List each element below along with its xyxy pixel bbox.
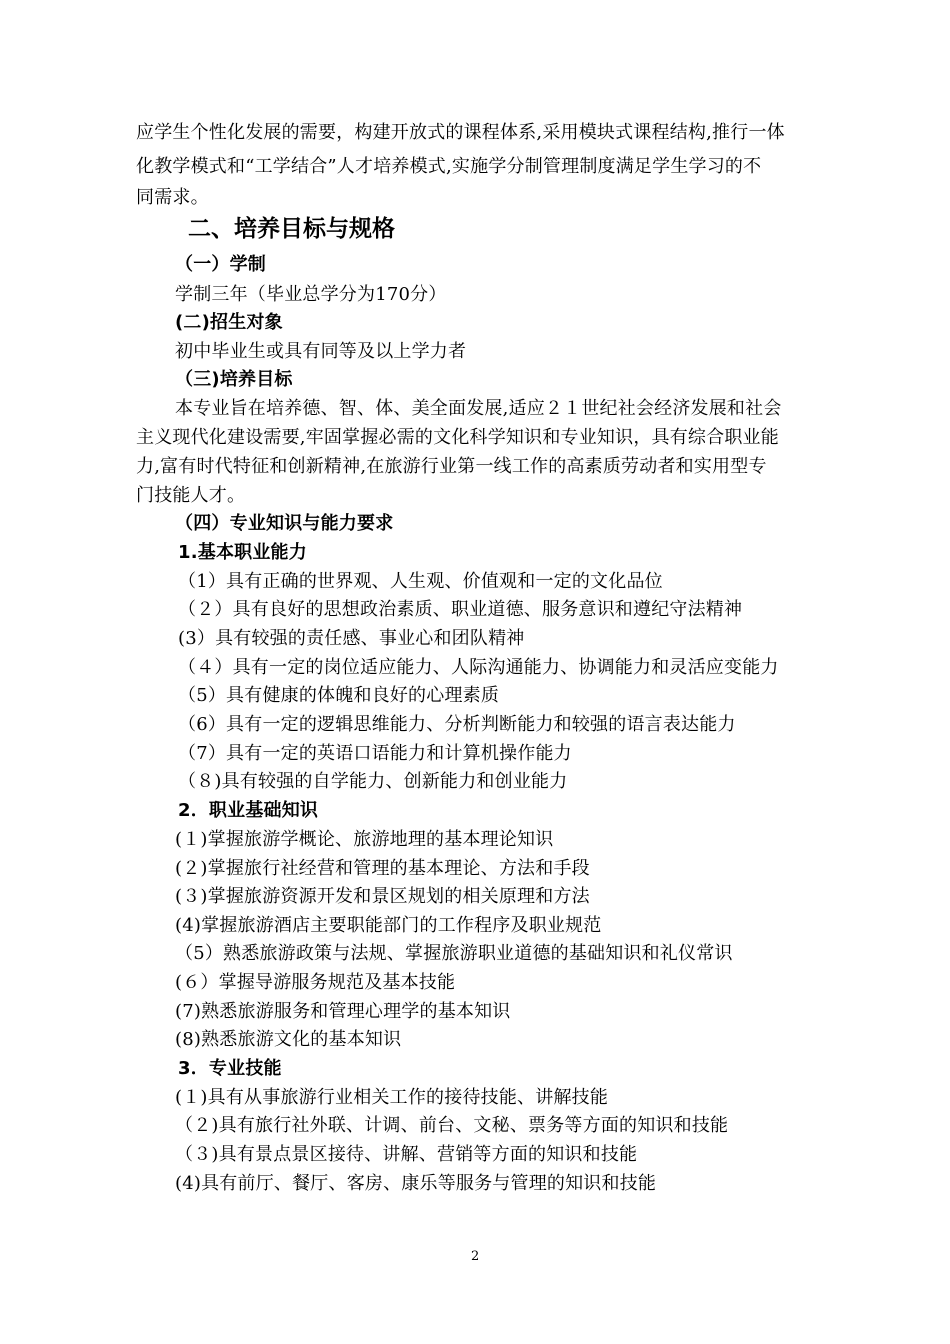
list-item: (１)掌握旅游学概论、旅游地理的基本理论知识 <box>175 829 554 850</box>
list-item: (１)具有从事旅游行业相关工作的接待技能、讲解技能 <box>175 1087 609 1108</box>
list-item: （7）具有一定的英语口语能力和计算机操作能力 <box>178 743 572 764</box>
list-item: （6）具有一定的逻辑思维能力、分析判断能力和较强的语言表达能力 <box>178 714 736 735</box>
list-item: (4)掌握旅游酒店主要职能部门的工作程序及职业规范 <box>175 915 602 936</box>
group-heading: 3．专业技能 <box>178 1058 282 1079</box>
list-item: （1）具有正确的世界观、人生观、价值观和一定的文化品位 <box>178 571 663 592</box>
list-item: （４）具有一定的岗位适应能力、人际沟通能力、协调能力和灵活应变能力 <box>178 657 779 678</box>
list-item: (8)熟悉旅游文化的基本知识 <box>175 1029 402 1050</box>
subsection-heading: （四）专业知识与能力要求 <box>175 513 394 534</box>
group-heading: 1.基本职业能力 <box>178 542 307 563</box>
paragraph-line: 主义现代化建设需要,牢固掌握必需的文化科学知识和专业知识，具有综合职业能 <box>136 427 779 448</box>
list-item: （８)具有较强的自学能力、创新能力和创业能力 <box>178 771 568 792</box>
list-item: (3）具有较强的责任感、事业心和团队精神 <box>178 628 525 649</box>
list-item: （３)具有景点景区接待、讲解、营销等方面的知识和技能 <box>175 1144 638 1165</box>
list-item: （5）具有健康的体魄和良好的心理素质 <box>178 685 500 706</box>
paragraph-line: 门技能人才。 <box>136 485 246 506</box>
list-item: (２)掌握旅行社经营和管理的基本理论、方法和手段 <box>175 858 590 879</box>
subsection-heading: （一）学制 <box>175 254 266 275</box>
paragraph-line: 学制三年（毕业总学分为170分） <box>175 284 447 305</box>
list-item: (３)掌握旅游资源开发和景区规划的相关原理和方法 <box>175 886 590 907</box>
paragraph-line: 本专业旨在培养德、智、体、美全面发展,适应２１世纪社会经济发展和社会 <box>175 398 782 419</box>
list-item: (4)具有前厅、餐厅、客房、康乐等服务与管理的知识和技能 <box>175 1173 657 1194</box>
subsection-heading: (二)招生对象 <box>175 312 283 333</box>
subsection-heading: （三)培养目标 <box>175 369 293 390</box>
list-item: （5）熟悉旅游政策与法规、掌握旅游职业道德的基础知识和礼仪常识 <box>175 943 733 964</box>
section-title: 二、培养目标与规格 <box>188 216 395 242</box>
intro-line: 应学生个性化发展的需要，构建开放式的课程体系,采用模块式课程结构,推行一体 <box>136 122 785 143</box>
list-item: （２）具有良好的思想政治素质、职业道德、服务意识和遵纪守法精神 <box>178 599 743 620</box>
intro-line: 同需求。 <box>136 187 209 208</box>
paragraph-line: 初中毕业生或具有同等及以上学力者 <box>175 341 467 362</box>
list-item: （２)具有旅行社外联、计调、前台、文秘、票务等方面的知识和技能 <box>175 1115 729 1136</box>
list-item: (7)熟悉旅游服务和管理心理学的基本知识 <box>175 1001 511 1022</box>
group-heading: 2．职业基础知识 <box>178 800 319 821</box>
list-item: (６）掌握导游服务规范及基本技能 <box>175 972 456 993</box>
intro-line: 化教学模式和“工学结合”人才培养模式,实施学分制管理制度满足学生学习的不 <box>136 156 762 177</box>
paragraph-line: 力,富有时代特征和创新精神,在旅游行业第一线工作的高素质劳动者和实用型专 <box>136 456 767 477</box>
page-number: 2 <box>471 1249 480 1264</box>
